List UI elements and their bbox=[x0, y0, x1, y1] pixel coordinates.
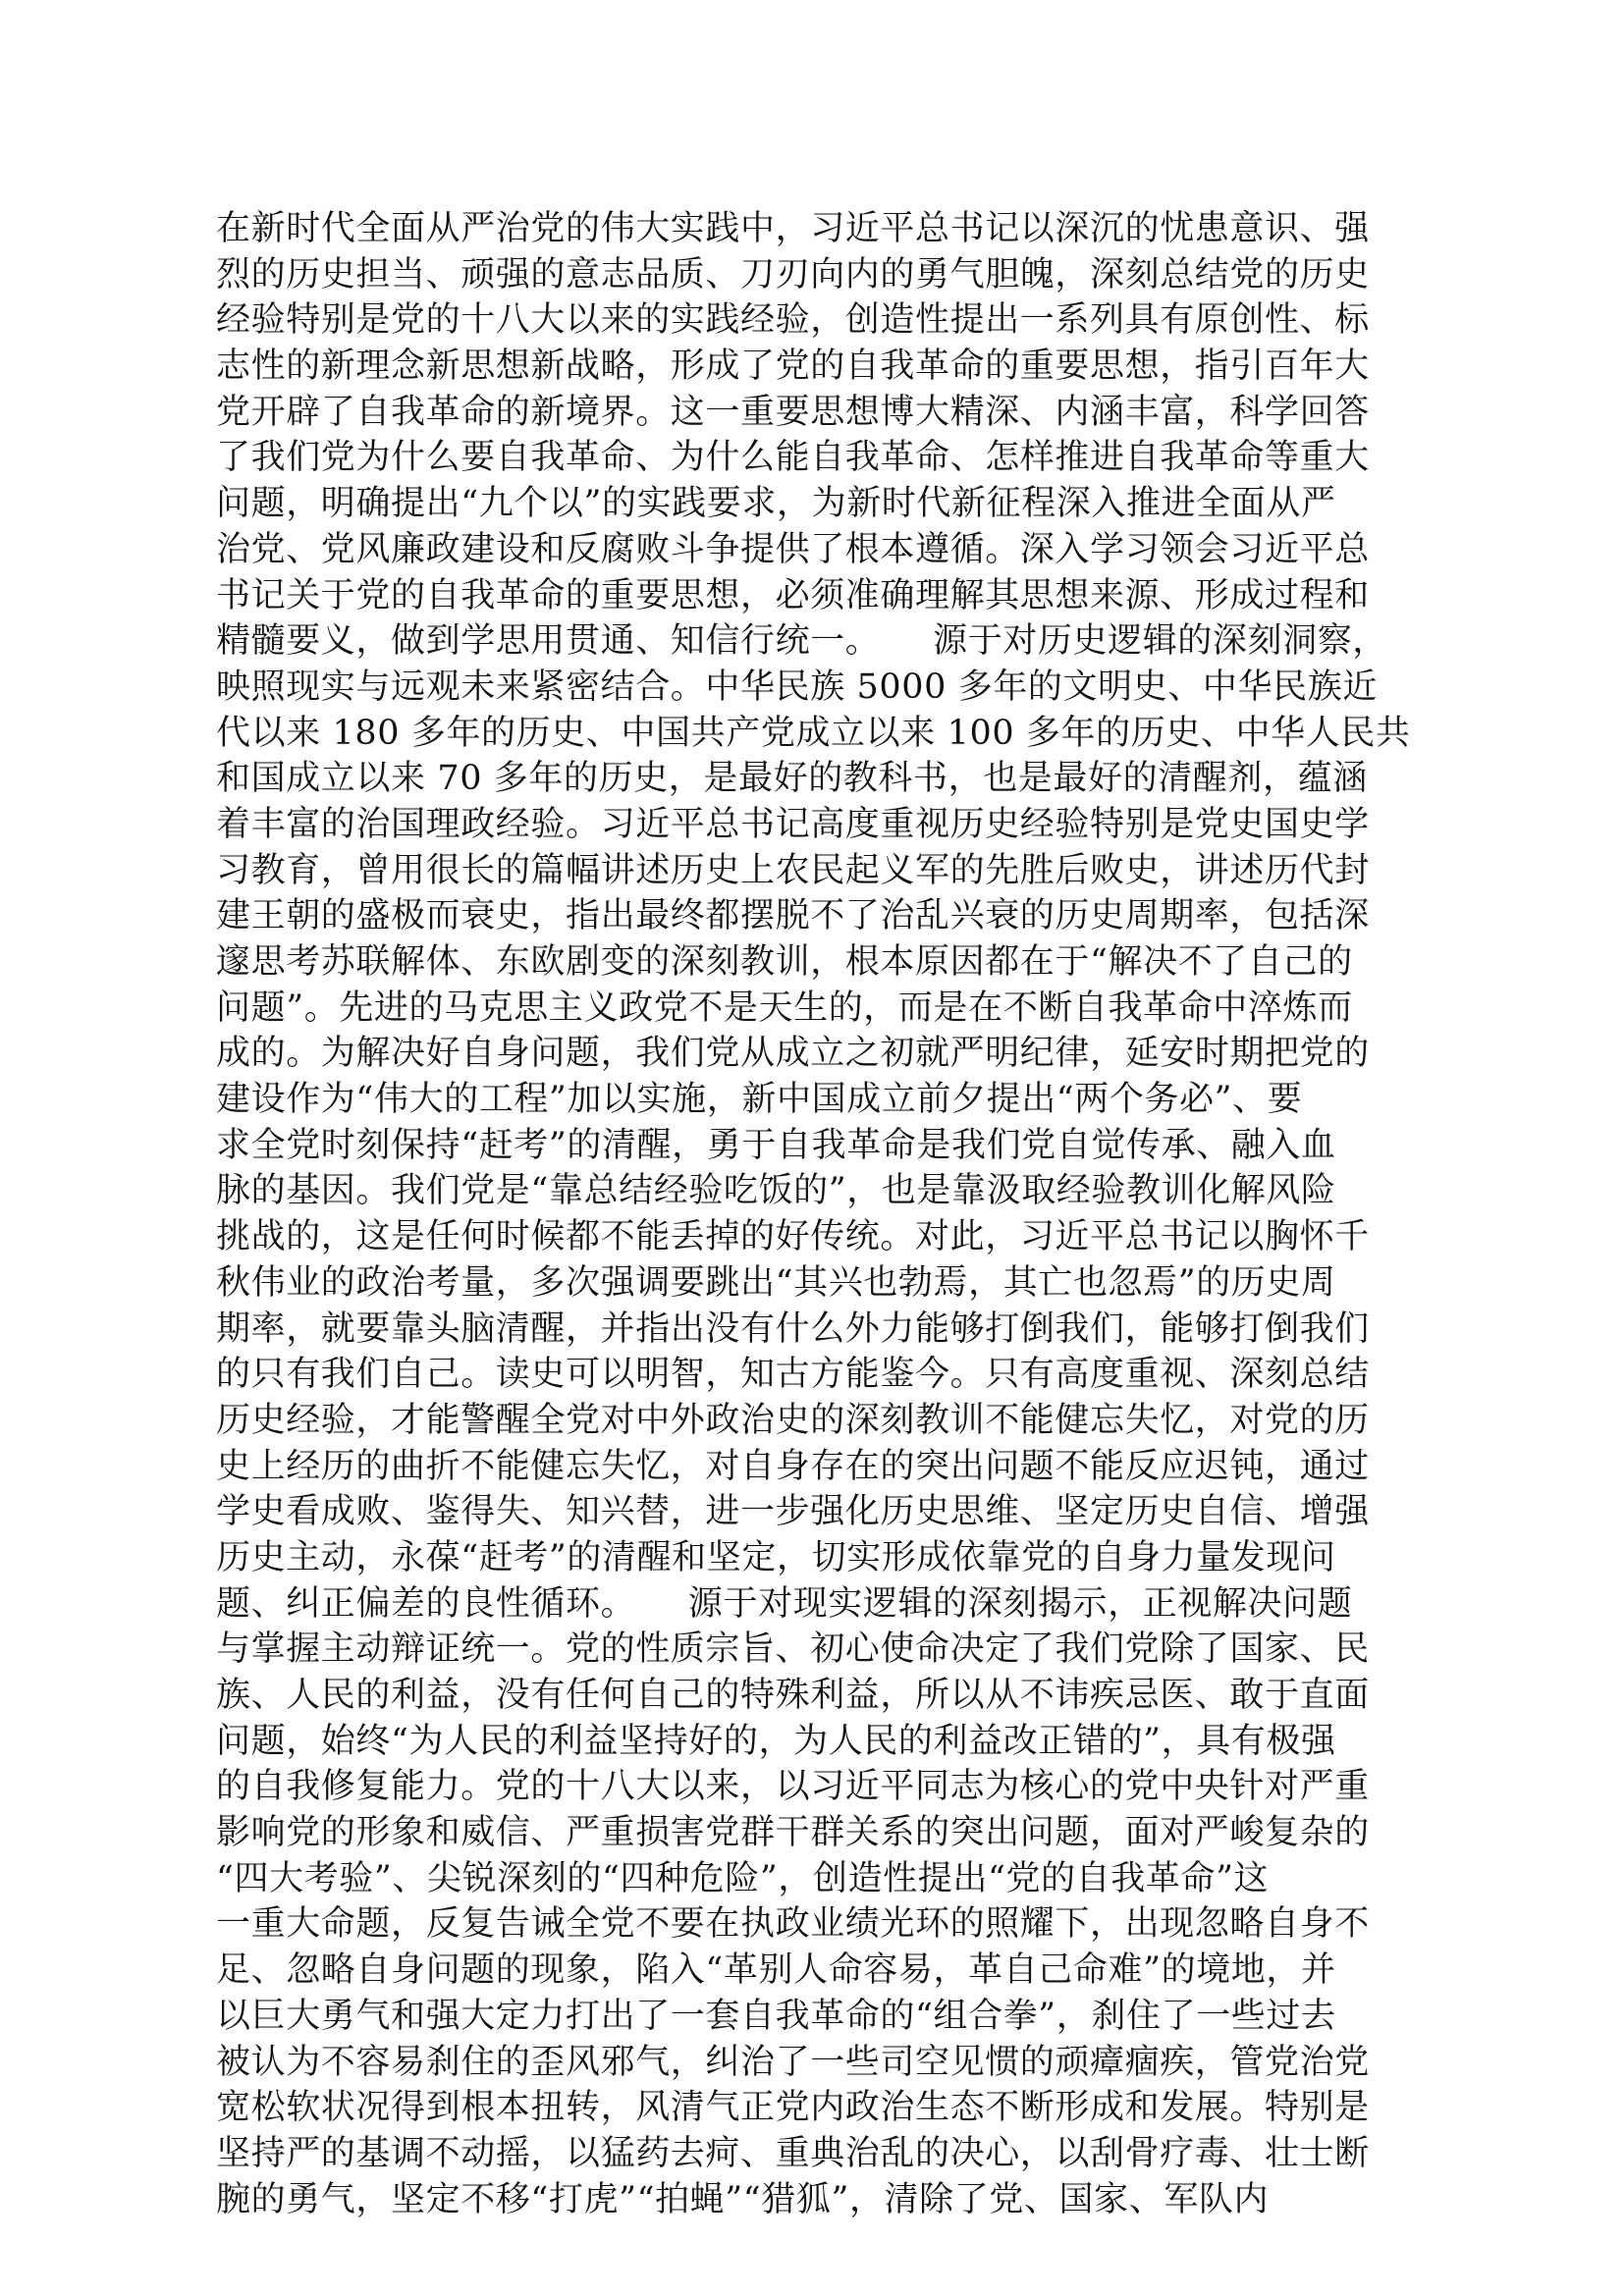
text-line: 历史主动，永葆“赶考”的清醒和坚定，切实形成依靠党的自身力量发现问 bbox=[216, 1537, 1336, 1577]
text-line: 烈的历史担当、顽强的意志品质、刀刃向内的勇气胆魄，深刻总结党的历史 bbox=[216, 254, 1370, 294]
text-line: 宽松软状况得到根本扭转，风清气正党内政治生态不断形成和发展。特别是 bbox=[216, 2088, 1370, 2128]
text-line: 党开辟了自我革命的新境界。这一重要思想博大精深、内涵丰富，科学回答 bbox=[216, 392, 1370, 432]
text-line: 与掌握主动辩证统一。党的性质宗旨、初心使命决定了我们党除了国家、民 bbox=[216, 1629, 1370, 1670]
text-line: 被认为不容易刹住的歪风邪气，纠治了一些司空见惯的顽瘴痼疾，管党治党 bbox=[216, 2042, 1370, 2082]
text-line: 问题，始终“为人民的利益坚持好的，为人民的利益改正错的”，具有极强 bbox=[216, 1721, 1336, 1761]
text-line: 精髓要义，做到学思用贯通、知信行统一。 源于对历史逻辑的深刻洞察， bbox=[216, 621, 1387, 662]
text-line: 一重大命题，反复告诫全党不要在执政业绩光环的照耀下，出现忽略自身不 bbox=[216, 1904, 1370, 1945]
text-line: 求全党时刻保持“赶考”的清醒，勇于自我革命是我们党自觉传承、融入血 bbox=[216, 1125, 1336, 1165]
text-line: 治党、党风廉政建设和反腐败斗争提供了根本遵循。深入学习领会习近平总 bbox=[216, 529, 1370, 569]
text-line: 成的。为解决好自身问题，我们党从成立之初就严明纪律，延安时期把党的 bbox=[216, 1034, 1370, 1074]
text-line: 和国成立以来 70 多年的历史，是最好的教科书，也是最好的清醒剂，蕴涵 bbox=[216, 759, 1368, 799]
text-line: 以巨大勇气和强大定力打出了一套自我革命的“组合拳”，刹住了一些过去 bbox=[216, 1996, 1336, 2036]
body-text bbox=[216, 206, 1624, 2222]
text-line: 题、纠正偏差的良性循环。 源于对现实逻辑的深刻揭示，正视解决问题 bbox=[216, 1583, 1353, 1624]
text-line: 的自我修复能力。党的十八大以来，以习近平同志为核心的党中央针对严重 bbox=[216, 1767, 1370, 1807]
text-line: 习教育，曾用很长的篇幅讲述历史上农民起义军的先胜后败史，讲述历代封 bbox=[216, 850, 1370, 890]
text-line: 问题”。先进的马克思主义政党不是天生的，而是在不断自我革命中淬炼而 bbox=[216, 988, 1353, 1028]
text-line: 在新时代全面从严治党的伟大实践中，习近平总书记以深沉的忧患意识、强 bbox=[216, 209, 1370, 248]
text-line: 挑战的，这是任何时候都不能丢掉的好传统。对此，习近平总书记以胸怀千 bbox=[216, 1217, 1370, 1257]
text-line: 书记关于党的自我革命的重要思想，必须准确理解其思想来源、形成过程和 bbox=[216, 575, 1370, 615]
text-line: 秋伟业的政治考量，多次强调要跳出“其兴也勃焉，其亡也忽焉”的历史周 bbox=[216, 1262, 1336, 1303]
text-line: 着丰富的治国理政经验。习近平总书记高度重视历史经验特别是党史国史学 bbox=[216, 804, 1370, 844]
text-line: 问题，明确提出“九个以”的实践要求，为新时代新征程深入推进全面从严 bbox=[216, 484, 1336, 524]
text-line: 的只有我们自己。读史可以明智，知古方能鉴今。只有高度重视、深刻总结 bbox=[216, 1355, 1370, 1395]
text-line: 期率，就要靠头脑清醒，并指出没有什么外力能够打倒我们，能够打倒我们 bbox=[216, 1308, 1370, 1349]
text-line: 了我们党为什么要自我革命、为什么能自我革命、怎样推进自我革命等重大 bbox=[216, 438, 1370, 478]
text-line: 建设作为“伟大的工程”加以实施，新中国成立前夕提出“两个务必”、要 bbox=[216, 1080, 1303, 1120]
text-line: 建王朝的盛极而衰史，指出最终都摆脱不了治乱兴衰的历史周期率，包括深 bbox=[216, 896, 1370, 936]
text-line: 族、人民的利益，没有任何自己的特殊利益，所以从不讳疾忌医、敢于直面 bbox=[216, 1676, 1370, 1715]
text-line: 影响党的形象和威信、严重损害党群干群关系的突出问题，面对严峻复杂的 bbox=[216, 1813, 1370, 1853]
text-line: 坚持严的基调不动摇，以猛药去疴、重典治乱的决心，以刮骨疗毒、壮士断 bbox=[216, 2133, 1370, 2173]
text-line: 脉的基因。我们党是“靠总结经验吃饭的”，也是靠汲取经验教训化解风险 bbox=[216, 1171, 1336, 1211]
text-line: 史上经历的曲折不能健忘失忆，对自身存在的突出问题不能反应迟钝，通过 bbox=[216, 1446, 1370, 1486]
text-line: 代以来 180 多年的历史、中国共产党成立以来 100 多年的历史、中华人民共 bbox=[216, 713, 1411, 753]
text-line: 志性的新理念新思想新战略，形成了党的自我革命的重要思想，指引百年大 bbox=[216, 347, 1370, 387]
text-line: 映照现实与远观未来紧密结合。中华民族 5000 多年的文明史、中华民族近 bbox=[216, 667, 1378, 707]
text-line: 经验特别是党的十八大以来的实践经验，创造性提出一系列具有原创性、标 bbox=[216, 300, 1370, 341]
text-line: 邃思考苏联解体、东欧剧变的深刻教训，根本原因都在于“解决不了自己的 bbox=[216, 942, 1353, 982]
text-line: 足、忽略自身问题的现象，陷入“革别人命容易，革自己命难”的境地，并 bbox=[216, 1950, 1336, 1991]
text-line: 腕的勇气，坚定不移“打虎”“拍蝇”“猎狐”，清除了党、国家、军队内 bbox=[216, 2179, 1270, 2219]
text-line: 学史看成败、鉴得失、知兴替，进一步强化历史思维、坚定历史自信、增强 bbox=[216, 1492, 1370, 1532]
text-line: 历史经验，才能警醒全党对中外政治史的深刻教训不能健忘失忆，对党的历 bbox=[216, 1400, 1370, 1440]
text-line: “四大考验”、尖锐深刻的“四种危险”，创造性提出“党的自我革命”这 bbox=[216, 1858, 1270, 1898]
